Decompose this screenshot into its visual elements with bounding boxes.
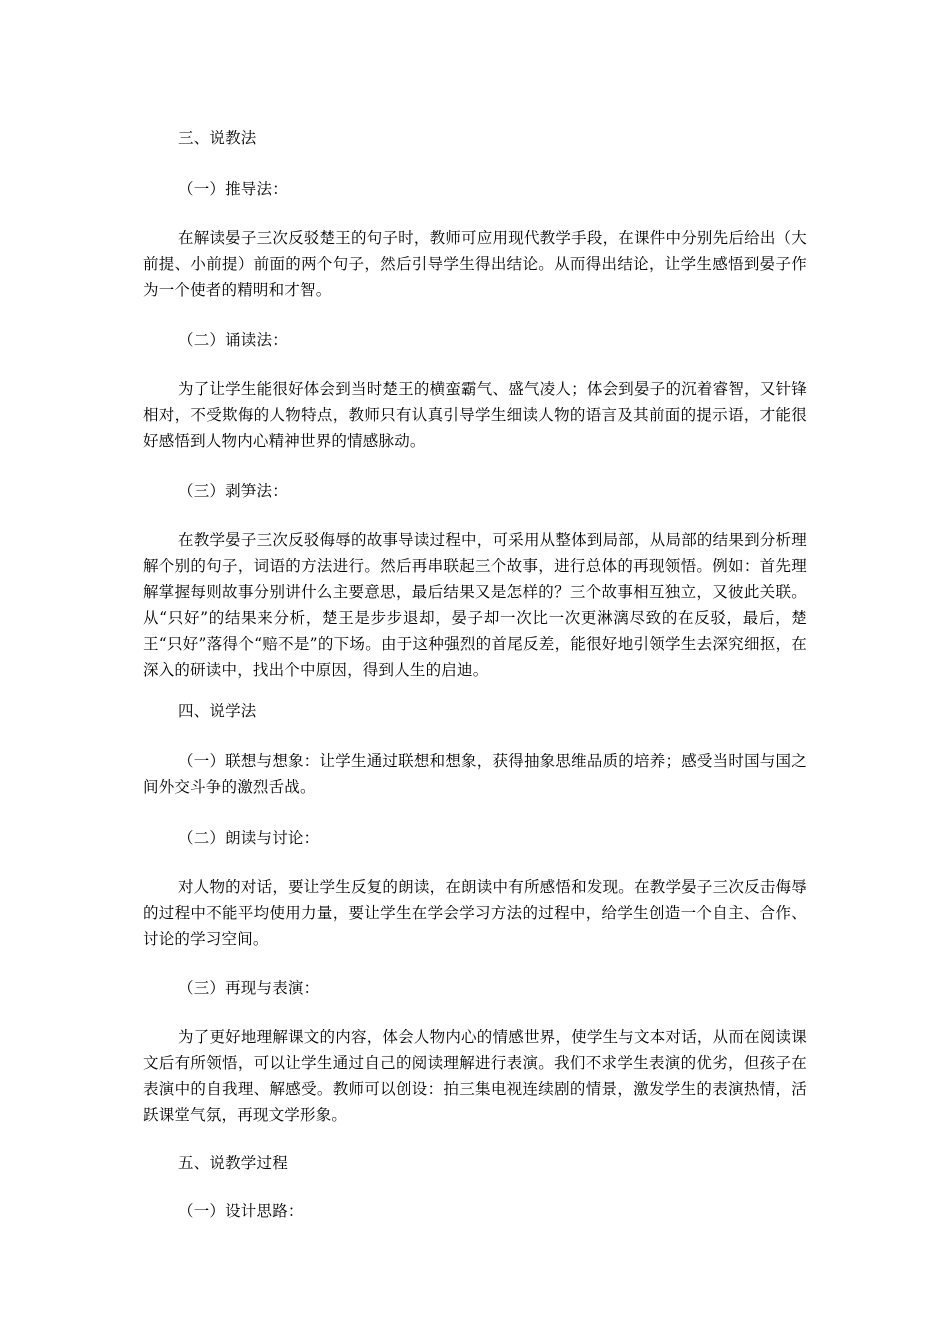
paragraph: 对人物的对话，要让学生反复的朗读，在朗读中有所感悟和发现。在教学晏子三次反击侮辱的过程中不能平均使用力量，要让学生在学会学习方法的过程中，给学生创造一个自主、合作、讨论的学习空间。 [143, 878, 807, 948]
paragraph: 为了更好地理解课文的内容，体会人物内心的情感世界，使学生与文本对话，从而在阅读课文后有所领悟，可以让学生通过自己的阅读理解进行表演。我们不求学生表演的优劣，但孩子在表演中的自我理、解感受。教师可以创设：拍三集电视连续剧的情景，激发学生的表演热情，活跃课堂气氛，再现文学形象。 [143, 1028, 807, 1124]
subsection-heading: （二）诵读法： [178, 331, 288, 349]
section-heading: 五、说教学过程 [178, 1154, 288, 1172]
paragraph: 在教学晏子三次反驳侮辱的故事导读过程中，可采用从整体到局部，从局部的结果到分析理解个别的句子，词语的方法进行。然后再串联起三个故事，进行总体的再现领悟。例如：首先理解掌握每则故事分别讲什么主要意思，最后结果又是怎样的？三个故事相互独立，又彼此关联。从“只好”的结果来分析，楚王是步步退却，晏子却一次比一次更淋漓尽致的在反驳，最后，楚王“只好”落得个“赔不是”的下场。由于这种强烈的首尾反差，能很好地引领学生去深究细抠，在深入的研读中，找出个中原因，得到人生的启迪。 [143, 531, 807, 679]
section-heading: 四、说学法 [178, 702, 257, 720]
subsection-heading: （一）设计思路： [178, 1202, 304, 1220]
subsection-heading: （二）朗读与讨论： [178, 829, 320, 847]
paragraph: 在解读晏子三次反驳楚王的句子时，教师可应用现代教学手段，在课件中分别先后给出（大前提、小前提）前面的两个句子，然后引导学生得出结论。从而得出结论，让学生感悟到晏子作为一个使者的精明和才智。 [143, 229, 807, 299]
subsection-heading: （三）剥笋法： [178, 482, 288, 500]
subsection-heading: （一）推导法： [178, 180, 288, 198]
section-heading: 三、说教法 [178, 129, 257, 147]
paragraph: （一）联想与想象：让学生通过联想和想象，获得抽象思维品质的培养；感受当时国与国之间外交斗争的激烈舌战。 [143, 752, 807, 796]
paragraph: 为了让学生能很好体会到当时楚王的横蛮霸气、盛气凌人；体会到晏子的沉着睿智，又针锋相对，不受欺侮的人物特点，教师只有认真引导学生细读人物的语言及其前面的提示语，才能很好感悟到人物内心精神世界的情感脉动。 [143, 380, 807, 450]
subsection-heading: （三）再现与表演： [178, 979, 320, 997]
